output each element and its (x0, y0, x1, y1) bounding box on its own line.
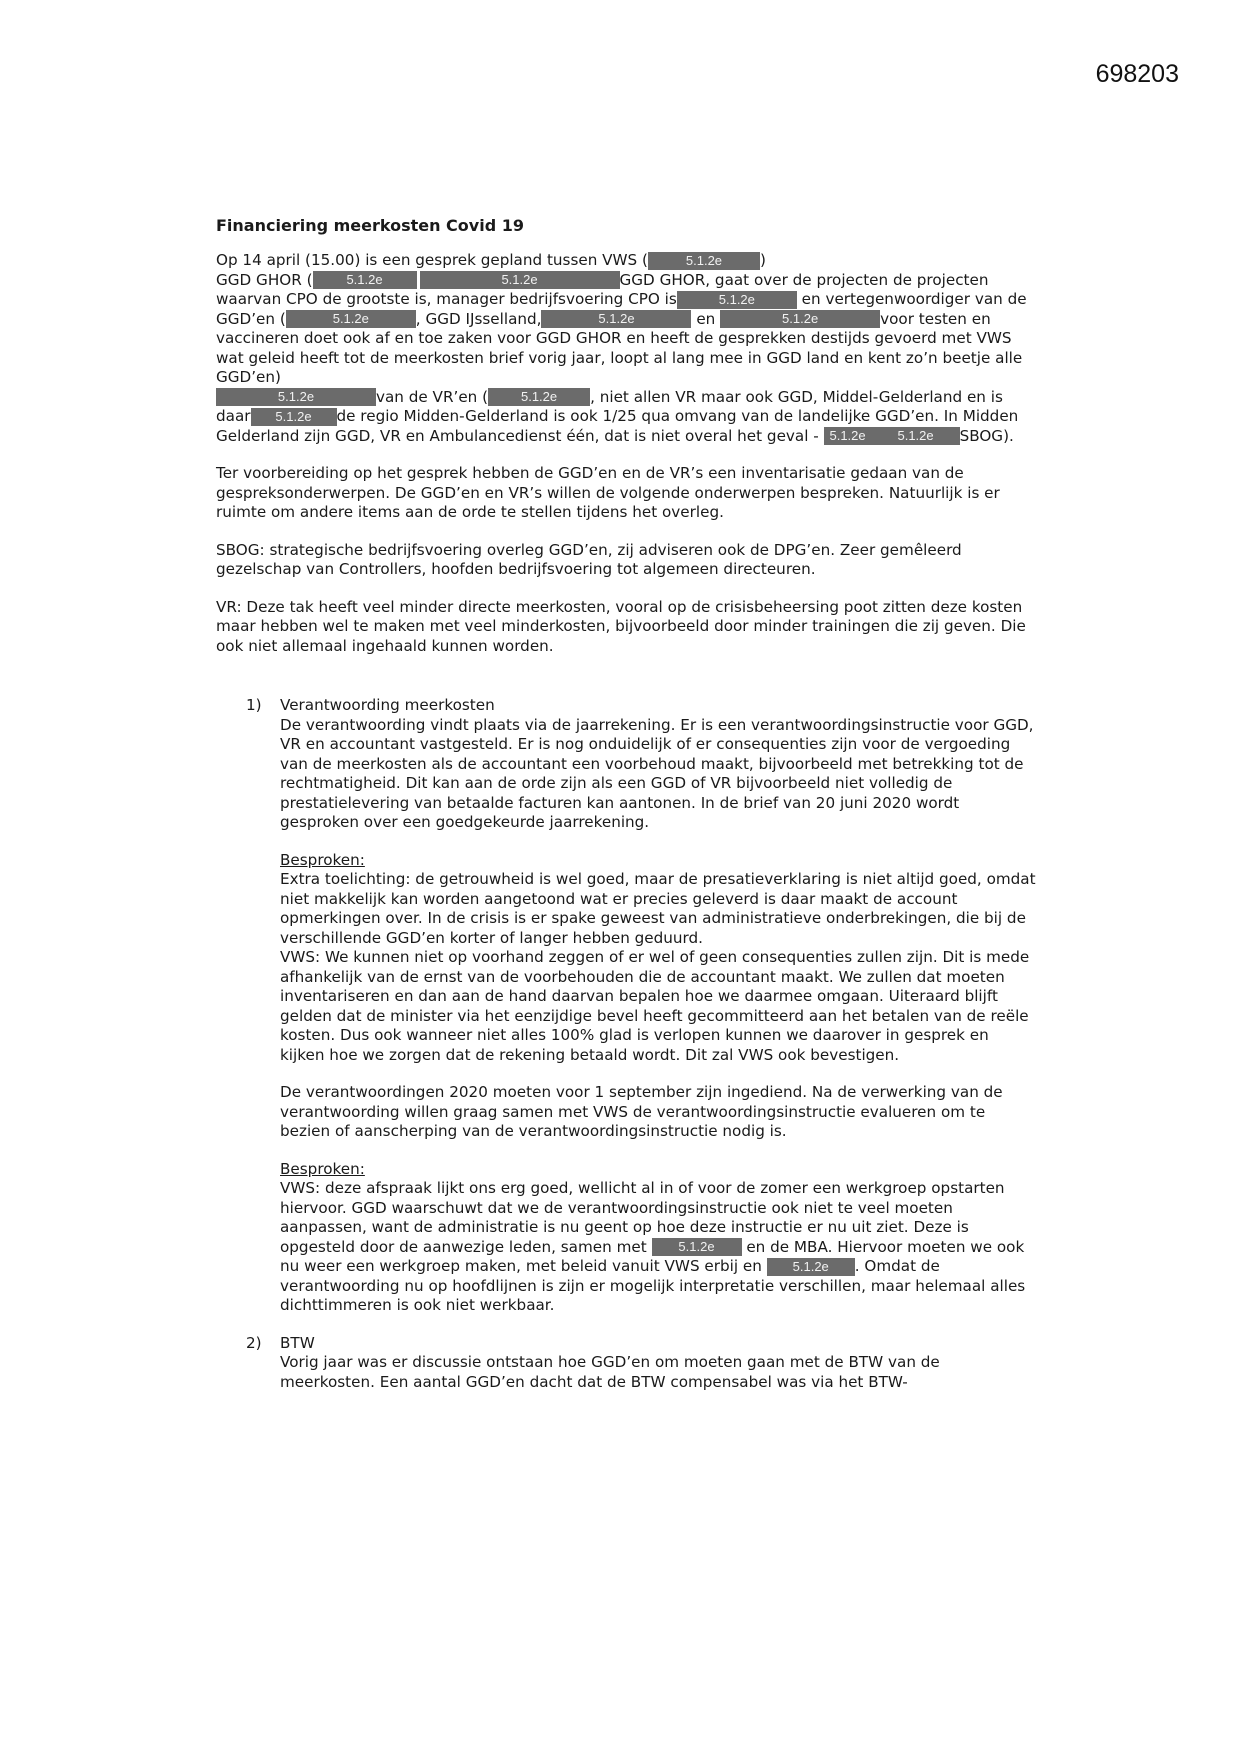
text-span: voor testen en vaccineren doet ook af en toe zaken voor GGD GHOR en heeft de gesprekken destijds gevoerd met VWS wat geleid heeft tot de meerkosten brief vorig jaar, loopt al lang mee in GGD land en kent zo’n beetje alle GGD’en) (216, 309, 1023, 386)
item-text: De verantwoording vindt plaats via de jaarrekening. Er is een verantwoordingsinstructie voor GGD, VR en accountant vastgesteld. Er is nog onduidelijk of er consequenties zijn voor de vergoeding van de meerkosten als de accountant een voorbehoud maakt, bijvoorbeeld met betrekking tot de rechtmatigheid. Dit kan aan de orde zijn als een GGD of VR bijvoorbeeld niet volledig de prestatielevering van betaalde facturen kan aantonen. In de brief van 20 juni 2020 wordt gesproken over een goedgekeurde jaarrekening. (280, 715, 1034, 831)
item-heading: BTW (280, 1333, 315, 1352)
agenda-list (216, 696, 1036, 1392)
preparation-paragraph: Ter voorbereiding op het gesprek hebben de GGD’en en de VR’s een inventarisatie gedaan van de gespreksonderwerpen. De GGD’en en VR’s willen de volgende onderwerpen bespreken. Natuurlijk is er ruimte om andere items aan de orde te stellen tijdens het overleg. (216, 464, 1000, 521)
redaction-block: 5.1.2e (767, 1258, 855, 1276)
redaction-block: 5.1.2e (720, 310, 880, 328)
intro-paragraph (216, 251, 1036, 446)
redaction-block: 5.1.2e (541, 310, 691, 328)
item-number: 2) (246, 1333, 262, 1352)
text-span: , niet allen VR maar ook GGD, Middel-Gelderland en is daar (216, 387, 1003, 425)
item-number: 1) (246, 696, 262, 714)
document-number: 698203 (1095, 60, 1179, 88)
besproken-label: Besproken: (280, 850, 365, 869)
besproken-text: Extra toelichting: de getrouwheid is wel goed, maar de presatieverklaring is niet altijd goed, omdat niet makkelijk kan worden aangetoond wat er precies geleverd is daar maakt de account opmerkingen over. In de crisis is er spake geweest van administratieve onderbrekingen, die bij de verschillende GGD’en korter of langer hebben geduurd. (280, 870, 1036, 947)
besproken-text: VWS: deze afspraak lijkt ons erg goed, wellicht al in of voor de zomer een werkgroep opstarten hiervoor. GGD waarschuwt dat we de verantwoordingsinstructie ook niet te veel moeten aanpassen, want de administratie is nu geent op hoe deze instructie er nu uit ziet. Deze is opgesteld door de aanwezige leden, samen met (280, 1179, 1005, 1256)
besproken-text: VWS: We kunnen niet op voorhand zeggen of er wel of geen consequenties zullen zijn. Dit is mede afhankelijk van de ernst van de voorbehouden die de accountant maakt. We zullen dat moeten inventariseren en dan aan de hand daarvan bepalen hoe we daarmee omgaan. Uiteraard blijft gelden dat de minister via het eenzijdige bevel heeft gecommitteerd aan het betalen van de reële kosten. Dus ook wanneer niet alles 100% glad is verlopen kunnen we daarover in gesprek en kijken hoe we zorgen dat de rekening betaald wordt. Dit zal VWS ook bevestigen. (280, 948, 1030, 1064)
agenda-item-verantwoording (216, 696, 1036, 1316)
item-heading: Verantwoording meerkosten (280, 696, 495, 714)
sbog-paragraph: SBOG: strategische bedrijfsvoering overleg GGD’en, zij adviseren ook de DPG’en. Zeer gemêleerd gezelschap van Controllers, hoofden bedrijfsvoering tot algemeen directeuren. (216, 540, 962, 578)
vr-paragraph: VR: Deze tak heeft veel minder directe meerkosten, vooral op de crisisbeheersing poot zitten deze kosten maar hebben wel te maken met veel minderkosten, bijvoorbeeld door minder trainingen die zij geven. Die ook niet allemaal ingehaald kunnen worden. (216, 597, 1026, 655)
redaction-block: 5.1.2e (824, 427, 872, 445)
text-span: , GGD IJsselland, (415, 309, 542, 328)
redaction-block: 5.1.2e (872, 427, 960, 445)
redaction-block: 5.1.2e (251, 408, 337, 426)
item-text: Vorig jaar was er discussie ontstaan hoe GGD’en om moeten gaan met de BTW van de meerkosten. Een aantal GGD’en dacht dat de BTW compensabel was via het BTW- (280, 1353, 940, 1391)
redaction-block: 5.1.2e (648, 252, 760, 270)
document-title: Financiering meerkosten Covid 19 (216, 216, 524, 235)
redaction-block: 5.1.2e (488, 388, 590, 406)
document-body (216, 216, 1036, 1410)
redaction-block: 5.1.2e (286, 310, 416, 328)
redaction-block: 5.1.2e (420, 271, 620, 289)
text-span: Op 14 april (15.00) is een gesprek gepland tussen VWS ( (216, 251, 648, 269)
text-span: de regio Midden-Gelderland is ook 1/25 qua omvang van de landelijke GGD’en. In Midden Gelderland zijn GGD, VR en Ambulancedienst één, dat is niet overal het geval - (216, 407, 1019, 445)
redaction-block: 5.1.2e (652, 1238, 742, 1256)
agenda-item-btw (216, 1334, 1036, 1393)
besproken-text: en de MBA. Hiervoor moeten we ook nu weer een werkgroep maken, met beleid vanuit VWS erbij en (280, 1237, 1025, 1275)
redaction-block: 5.1.2e (677, 291, 797, 309)
text-span: GGD GHOR, gaat over de projecten de projecten waarvan CPO de grootste is, manager bedrijfsvoering CPO is (216, 270, 989, 308)
redaction-block: 5.1.2e (313, 271, 417, 289)
item-text: De verantwoordingen 2020 moeten voor 1 september zijn ingediend. Na de verwerking van de verantwoording willen graag samen met VWS de verantwoordingsinstructie evalueren om te bezien of aanscherping van de verantwoordingsinstructie nodig is. (280, 1083, 1003, 1140)
text-span: SBOG). (959, 426, 1014, 445)
redaction-block: 5.1.2e (216, 388, 376, 406)
text-span: en vertegenwoordiger van de GGD’en ( (216, 290, 1027, 328)
besproken-text: . Omdat de verantwoording nu op hoofdlijnen is zijn er mogelijk interpretatie verschillen, maar helemaal alles dichttimmeren is ook niet werkbaar. (280, 1257, 1026, 1314)
text-span: GGD GHOR ( (216, 270, 313, 289)
text-span: van de VR’en ( (376, 387, 489, 406)
besproken-label: Besproken: (280, 1159, 365, 1178)
text-span: ) (759, 251, 766, 269)
text-span: en (696, 309, 716, 328)
